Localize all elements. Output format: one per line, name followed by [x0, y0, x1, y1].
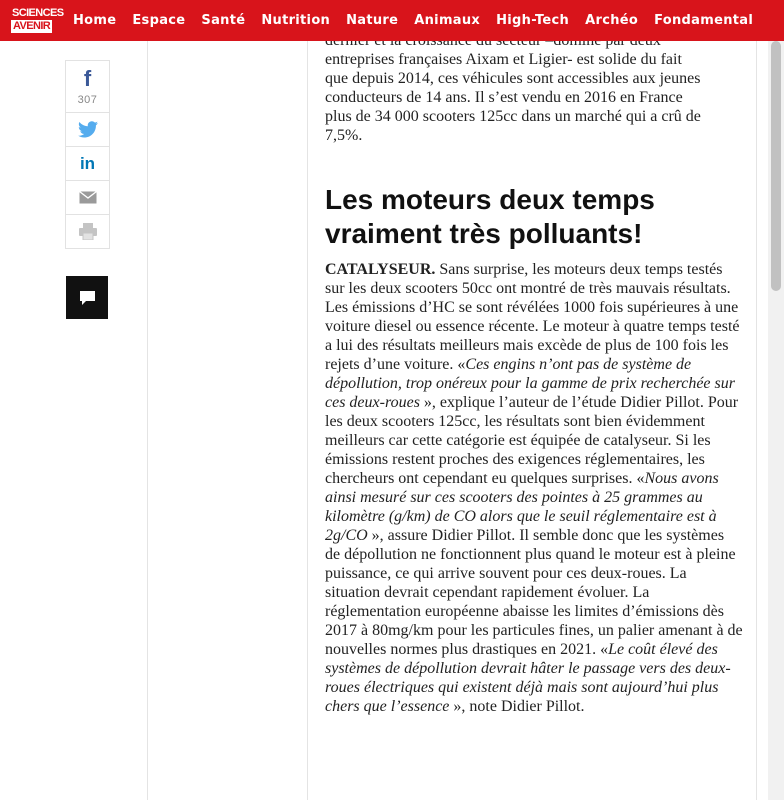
nav-item-espace[interactable]: Espace — [132, 13, 186, 28]
nav-item-sante[interactable]: Santé — [201, 13, 246, 28]
text-segment: », explique l’auteur de l’étude Didier Pillot. Pour les deux scooters 125cc, les résultats sont bien évidemment meilleurs car cette catégorie est équipée de catalyseur. Si les émissions restent proches des exigences réglementaires, les chercheurs ont cependant eu quelques surprises. « — [325, 394, 739, 487]
facebook-share-count: 307 — [77, 93, 98, 106]
main-nav — [73, 13, 769, 28]
facebook-icon: f — [83, 65, 92, 91]
article-intro — [325, 31, 745, 145]
nav-item-archeo[interactable]: Archéo — [585, 13, 639, 28]
content-right-divider — [756, 41, 757, 800]
article-paragraph — [325, 260, 743, 716]
mail-icon — [79, 191, 97, 204]
intro-line: entreprises françaises Aixam et Ligier- est solide du fait — [325, 51, 682, 68]
facebook-share-button[interactable] — [66, 61, 109, 112]
content-left-divider — [307, 41, 308, 800]
section-heading: Les moteurs deux temps vraiment très polluants! — [325, 184, 655, 249]
linkedin-share-button[interactable] — [66, 146, 109, 180]
twitter-share-button[interactable] — [66, 112, 109, 146]
quote: Le coût élevé des systèmes de dépollution devrait hâter le passage vers des deux-roues électriques qui existent déjà mais sont aujourd’hui plus chers que l’essence — [325, 641, 731, 715]
comment-icon — [80, 291, 95, 305]
nav-item-high-tech[interactable]: High-Tech — [496, 13, 570, 28]
quote: Ces engins n’ont pas de système de dépollution, trop onéreux pour la gamme de prix recherchée sur ces deux-roues — [325, 356, 735, 411]
twitter-icon — [78, 121, 98, 138]
intro-line: plus de 34 000 scooters 125cc dans un marché qui a crû de — [325, 108, 701, 125]
nav-item-fondamental[interactable]: Fondamental — [654, 13, 754, 28]
mail-share-button[interactable] — [66, 180, 109, 214]
intro-line: 7,5%. — [325, 127, 363, 144]
intro-line: conducteurs de 14 ans. Il s’est vendu en 2016 en France — [325, 89, 683, 106]
text-segment: », assure Didier Pillot. Il semble donc que les systèmes de dépollution ne fonctionnent plus quand le moteur est à pleine puissance, ce qui arrive souvent pour ces deux-roues. La situation devrait cependant rapidement évoluer. La réglementation européenne abaisse les limites d’émissions dès 2017 à 80mg/km pour les particules fines, un palier amenant à de nouvelles normes plus drastiques en 2021. « — [325, 527, 743, 658]
top-navigation-bar — [0, 0, 784, 41]
left-column-divider — [147, 41, 148, 800]
linkedin-icon: in — [79, 153, 96, 173]
print-button[interactable] — [66, 214, 109, 248]
print-icon — [79, 223, 97, 240]
logo-line-1: SCIENCES — [12, 7, 64, 19]
intro-line: que depuis 2014, ces véhicules sont accessibles aux jeunes — [325, 70, 701, 87]
share-bar — [65, 60, 110, 249]
text-segment: », note Didier Pillot. — [449, 698, 585, 715]
nav-item-home[interactable]: Home — [73, 13, 117, 28]
paragraph-lead: CATALYSEUR. — [325, 261, 436, 278]
quote: Nous avons ainsi mesuré sur ces scooters des pointes à 25 grammes au kilomètre (g/km) de CO alors que le seuil réglementaire est à 2g/CO — [325, 470, 719, 544]
text-segment: Sans surprise, les moteurs deux temps testés sur les deux scooters 50cc ont montré de très mauvais résultats. Les émissions d’HC se sont révélées 1000 fois supérieures à une voiture diesel ou essence récente. Le moteur à quatre temps testé a lui des résultats meilleurs mais excède de plus de 100 fois les rejets d’une voiture. « — [325, 261, 740, 373]
article-body — [325, 260, 743, 716]
logo-line-2: AVENIR — [13, 20, 51, 32]
nav-item-nutrition[interactable]: Nutrition — [261, 13, 331, 28]
site-logo[interactable] — [11, 6, 63, 36]
nav-item-animaux[interactable]: Animaux — [414, 13, 481, 28]
scrollbar[interactable] — [768, 41, 784, 800]
nav-item-nature[interactable]: Nature — [346, 13, 399, 28]
scrollbar-thumb[interactable] — [771, 41, 781, 291]
comment-button[interactable] — [66, 276, 108, 319]
